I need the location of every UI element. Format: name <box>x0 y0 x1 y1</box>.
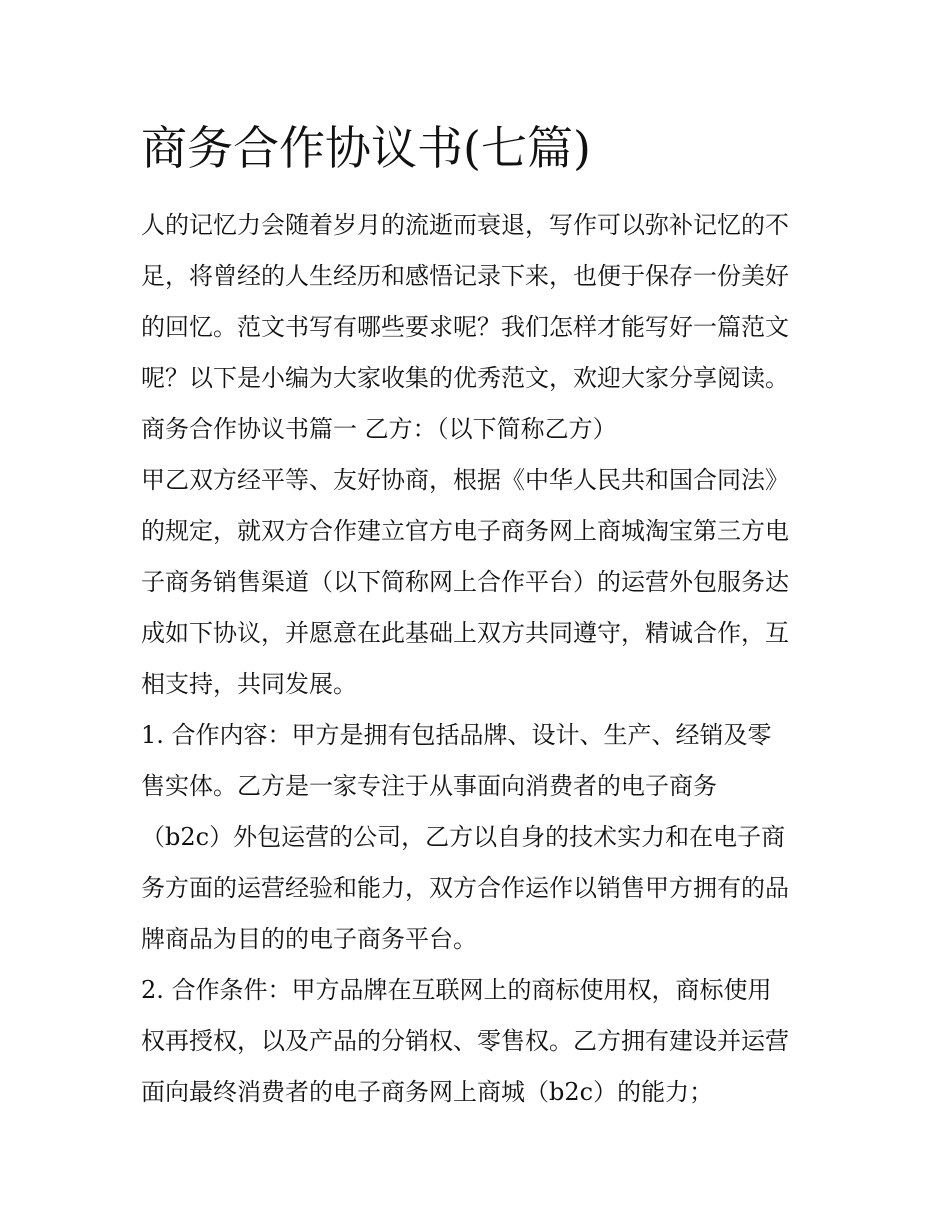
clause-2-line: 权再授权，以及产品的分销权、零售权。乙方拥有建设并运营 <box>141 1027 789 1055</box>
body-line: 足，将曾经的人生经历和感悟记录下来，也便于保存一份美好 <box>141 262 789 290</box>
clause-1-line: 售实体。乙方是一家专注于从事面向消费者的电子商务 <box>141 772 717 800</box>
body-line: 的回忆。范文书写有哪些要求呢？我们怎样才能写好一篇范文 <box>141 313 789 341</box>
clause-2-line: 面向最终消费者的电子商务网上商城（b2c）的能力； <box>141 1078 714 1106</box>
clause-1-line: 牌商品为目的的电子商务平台。 <box>141 925 477 953</box>
document-body <box>141 200 831 1118</box>
body-line: 人的记忆力会随着岁月的流逝而衰退，写作可以弥补记忆的不 <box>141 211 789 239</box>
body-line: 呢？以下是小编为大家收集的优秀范文，欢迎大家分享阅读。 <box>141 364 789 392</box>
clause-1-line: （b2c）外包运营的公司，乙方以自身的技术实力和在电子商 <box>141 823 786 851</box>
body-line: 的规定，就双方合作建立官方电子商务网上商城淘宝第三方电 <box>141 517 789 545</box>
clause-1-line: 1. 合作内容：甲方是拥有包括品牌、设计、生产、经销及零 <box>141 721 772 749</box>
body-line: 相支持，共同发展。 <box>141 670 357 698</box>
clause-2-line: 2. 合作条件：甲方品牌在互联网上的商标使用权，商标使用 <box>141 976 772 1004</box>
body-line: 成如下协议，并愿意在此基础上双方共同遵守，精诚合作，互 <box>141 619 789 647</box>
section-heading-line: 商务合作协议书篇一 乙方：（以下简称乙方） <box>141 415 617 443</box>
clause-1-line: 务方面的运营经验和能力，双方合作运作以销售甲方拥有的品 <box>141 874 789 902</box>
body-line: 子商务销售渠道（以下简称网上合作平台）的运营外包服务达 <box>141 568 789 596</box>
body-line: 甲乙双方经平等、友好协商，根据《中华人民共和国合同法》 <box>141 466 789 494</box>
document-title: 商务合作协议书(七篇) <box>141 121 591 175</box>
